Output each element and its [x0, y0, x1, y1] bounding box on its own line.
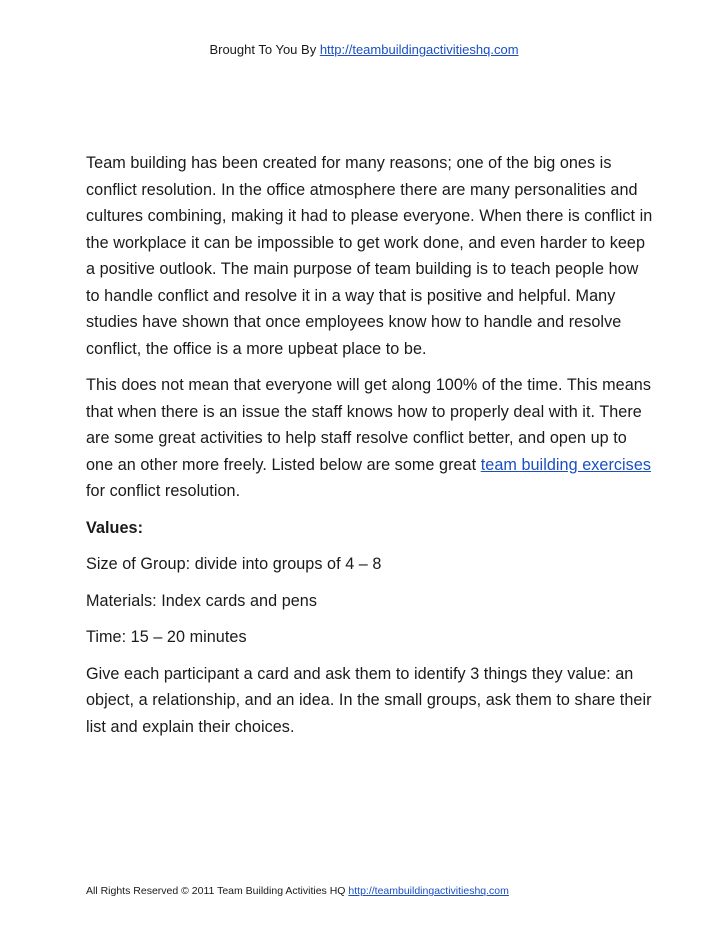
page-footer [86, 885, 706, 897]
second-paragraph-text-before: This does not mean that everyone will get along 100% of the time. This means that when there is an issue the staff knows how to properly deal with it. There are some great activities to help staff resolve conflict better, and open up to one an other more freely. Listed below are some great [86, 376, 651, 474]
time-line: Time: 15 – 20 minutes [86, 628, 247, 646]
materials-line: Materials: Index cards and pens [86, 591, 317, 610]
header-link[interactable]: http://teambuildingactivitieshq.com [319, 42, 519, 57]
footer-link[interactable]: http://teambuildingactivitieshq.com [348, 885, 509, 897]
second-paragraph [86, 372, 656, 505]
header-prefix: Brought To You By [209, 42, 320, 57]
group-size-line: Size of Group: divide into groups of 4 – 8 [86, 555, 382, 573]
values-heading: Values: [86, 518, 144, 537]
document-body [86, 150, 656, 750]
page-header [0, 42, 728, 57]
footer-prefix: All Rights Reserved © 2011 Team Building Activities HQ [86, 885, 349, 897]
intro-paragraph: Team building has been created for many reasons; one of the big ones is conflict resolution. In the office atmosphere there are many personalities and cultures combining, making it had to please everyone. When there is conflict in the workplace it can be impossible to get work done, and even harder to keep a positive outlook. The main purpose of team building is to teach people how to handle conflict and resolve it in a way that is positive and helpful. Many studies have shown that once employees know how to handle and resolve conflict, the office is a more upbeat place to be. [86, 154, 653, 358]
team-building-exercises-link[interactable]: team building exercises [480, 455, 652, 474]
instructions-paragraph: Give each participant a card and ask them to identify 3 things they value: an object, a relationship, and an idea. In the small groups, ask them to share their list and explain their choices. [86, 664, 652, 736]
second-paragraph-text-after: for conflict resolution. [86, 482, 241, 500]
